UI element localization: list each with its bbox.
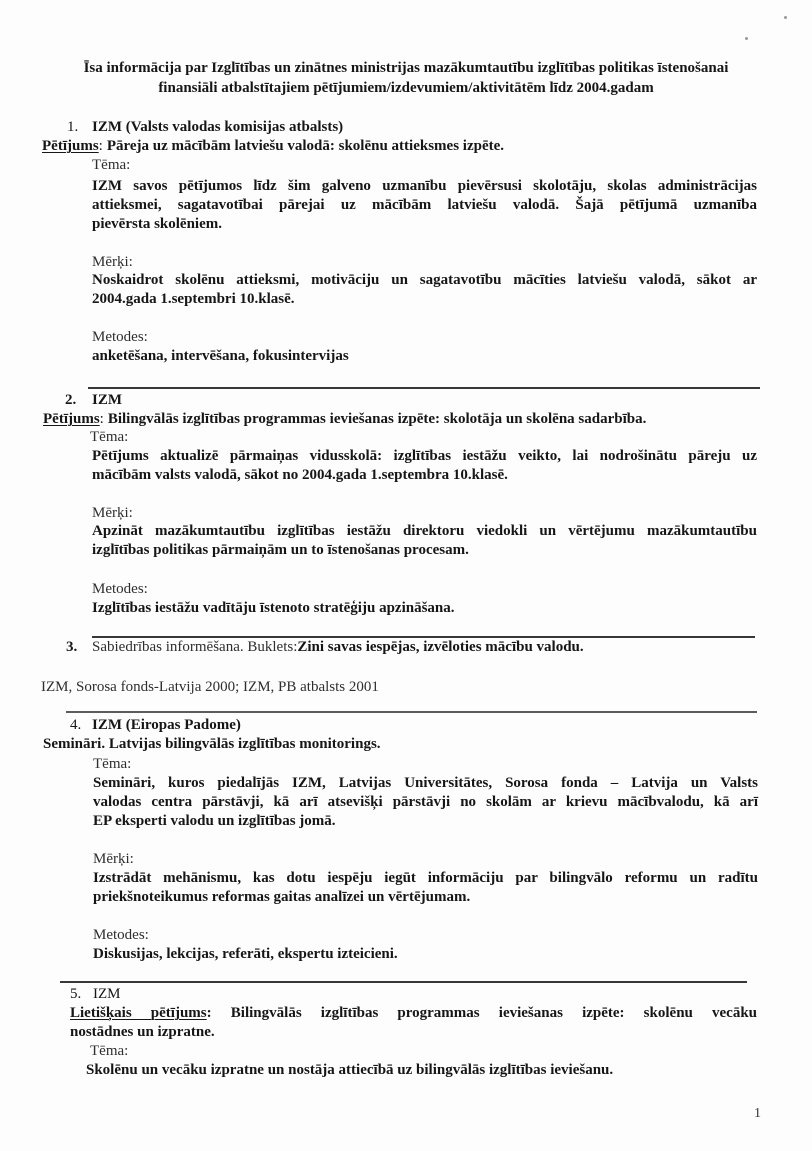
study-type-colon: : bbox=[99, 411, 104, 427]
metodes-text: Izglītības iestāžu vadītāju īstenoto stratēģiju apzināšana. bbox=[92, 600, 455, 616]
section-heading: IZM (Eiropas Padome) bbox=[92, 717, 241, 733]
tema-text-line: Pētījums aktualizē pārmaiņas vidusskolā: izglītības iestāžu veikto, lai nodrošinātu pāreju uz bbox=[92, 448, 757, 464]
section-number: 1. bbox=[67, 119, 79, 135]
tema-text-line: IZM savos pētījumos līdz šim galveno uzmanību pievērsusi skolotāju, skolas administrācijas bbox=[92, 178, 757, 194]
tema-text-line: pievērsta skolēniem. bbox=[92, 216, 222, 232]
section-number: 5. bbox=[70, 986, 82, 1002]
metodes-label: Metodes: bbox=[92, 329, 148, 345]
tema-text-line: valodas centra pārstāvji, kā arī atsevišķi pārstāvji no skolām ar krievu mācībvalodu, kā arī bbox=[93, 794, 758, 810]
section-divider bbox=[88, 387, 760, 389]
study-subject: Pāreja uz mācībām latviešu valodā: skolēnu attieksmes izpēte. bbox=[106, 138, 505, 154]
tema-text-line: attieksmei, sagatavotībai pārejai uz mācībām latviešu valodā. Šajā pētījumā uzmanība bbox=[92, 197, 757, 213]
section-heading: IZM bbox=[93, 986, 121, 1002]
scan-speck bbox=[784, 16, 787, 19]
tema-text: Skolēnu un vecāku izpratne un nostāja attiecībā uz bilingvālās izglītības ieviešanu. bbox=[86, 1062, 614, 1078]
booklet-label: Sabiedrības informēšana. Buklets: bbox=[92, 639, 298, 655]
merki-text-line: 2004.gada 1.septembri 10.klasē. bbox=[92, 291, 295, 307]
metodes-text: Diskusijas, lekcijas, referāti, ekspertu izteicieni. bbox=[93, 946, 398, 962]
title-line-2: finansiāli atbalstītajiem pētījumiem/izdevumiem/aktivitātēm līdz 2004.gadam bbox=[158, 80, 654, 96]
study-type-colon: : bbox=[98, 138, 103, 154]
section-number: 3. bbox=[66, 639, 78, 655]
tema-label: Tēma: bbox=[90, 429, 129, 445]
merki-text-line: priekšnoteikumus reformas gaitas analīzei un vērtējumam. bbox=[93, 889, 471, 905]
study-subject-line: Bilingvālās izglītības programmas ieviešanas izpēte: skolēnu vecāku bbox=[230, 1005, 758, 1021]
study-line bbox=[43, 410, 646, 429]
study-type-label: Pētījums bbox=[42, 138, 99, 154]
section-number: 4. bbox=[70, 717, 82, 733]
merki-label: Mērķi: bbox=[93, 851, 134, 867]
merki-text-line: Noskaidrot skolēnu attieksmi, motivāciju un sagatavotību mācīties latviešu valodā, sākot ar bbox=[92, 272, 757, 288]
merki-text-line: izglītības politikas pārmaiņām un to īstenošanas procesam. bbox=[92, 542, 469, 558]
section-subheading: Semināri. Latvijas bilingvālās izglītības monitorings. bbox=[43, 736, 381, 752]
booklet-title: Zini savas iespējas, izvēloties mācību valodu. bbox=[297, 639, 584, 655]
study-line bbox=[70, 1004, 757, 1023]
tema-label: Tēma: bbox=[92, 157, 131, 173]
tema-text-line: EP eksperti valodu un izglītības jomā. bbox=[93, 813, 336, 829]
section-divider bbox=[66, 711, 757, 713]
scan-speck bbox=[745, 37, 748, 40]
metodes-label: Metodes: bbox=[93, 927, 149, 943]
study-type-label: Lietišķais pētījums bbox=[70, 1005, 207, 1021]
title-line-1: Īsa informācija par Izglītības un zinātnes ministrijas mazākumtautību izglītības politikas īstenošanai bbox=[83, 60, 729, 76]
merki-text-line: Izstrādāt mehānismu, kas dotu iespēju iegūt informāciju par bilingvālo reformu un radītu bbox=[93, 870, 758, 886]
section-heading: IZM (Valsts valodas komisijas atbalsts) bbox=[92, 119, 344, 135]
section-heading: IZM bbox=[92, 392, 122, 408]
study-type-label: Pētījums bbox=[43, 411, 100, 427]
tema-label: Tēma: bbox=[90, 1043, 129, 1059]
booklet-line bbox=[92, 638, 584, 657]
page-number: 1 bbox=[754, 1106, 761, 1121]
tema-text-line: Semināri, kuros piedalījās IZM, Latvijas Universitātes, Sorosa fonda – Latvija un Valsts bbox=[93, 775, 758, 791]
merki-text-line: Apzināt mazākumtautību izglītības iestāžu direktoru viedokli un vērtējumu mazākumtautību bbox=[92, 523, 757, 539]
merki-label: Mērķi: bbox=[92, 254, 133, 270]
study-line bbox=[42, 137, 504, 156]
metodes-text: anketēšana, intervēšana, fokusintervijas bbox=[92, 348, 349, 364]
section-divider bbox=[60, 981, 747, 983]
tema-label: Tēma: bbox=[93, 756, 132, 772]
study-subject-line: nostādnes un izpratne. bbox=[70, 1024, 215, 1040]
metodes-label: Metodes: bbox=[92, 581, 148, 597]
study-subject: Bilingvālās izglītības programmas ieviešanas izpēte: skolotāja un skolēna sadarbība. bbox=[107, 411, 647, 427]
study-type-colon: : bbox=[206, 1005, 212, 1021]
funding-note: IZM, Sorosa fonds-Latvija 2000; IZM, PB atbalsts 2001 bbox=[41, 679, 379, 695]
merki-label: Mērķi: bbox=[92, 505, 133, 521]
section-number: 2. bbox=[65, 392, 77, 408]
tema-text-line: mācībām valsts valodā, sākot no 2004.gada 1.septembra 10.klasē. bbox=[92, 467, 508, 483]
